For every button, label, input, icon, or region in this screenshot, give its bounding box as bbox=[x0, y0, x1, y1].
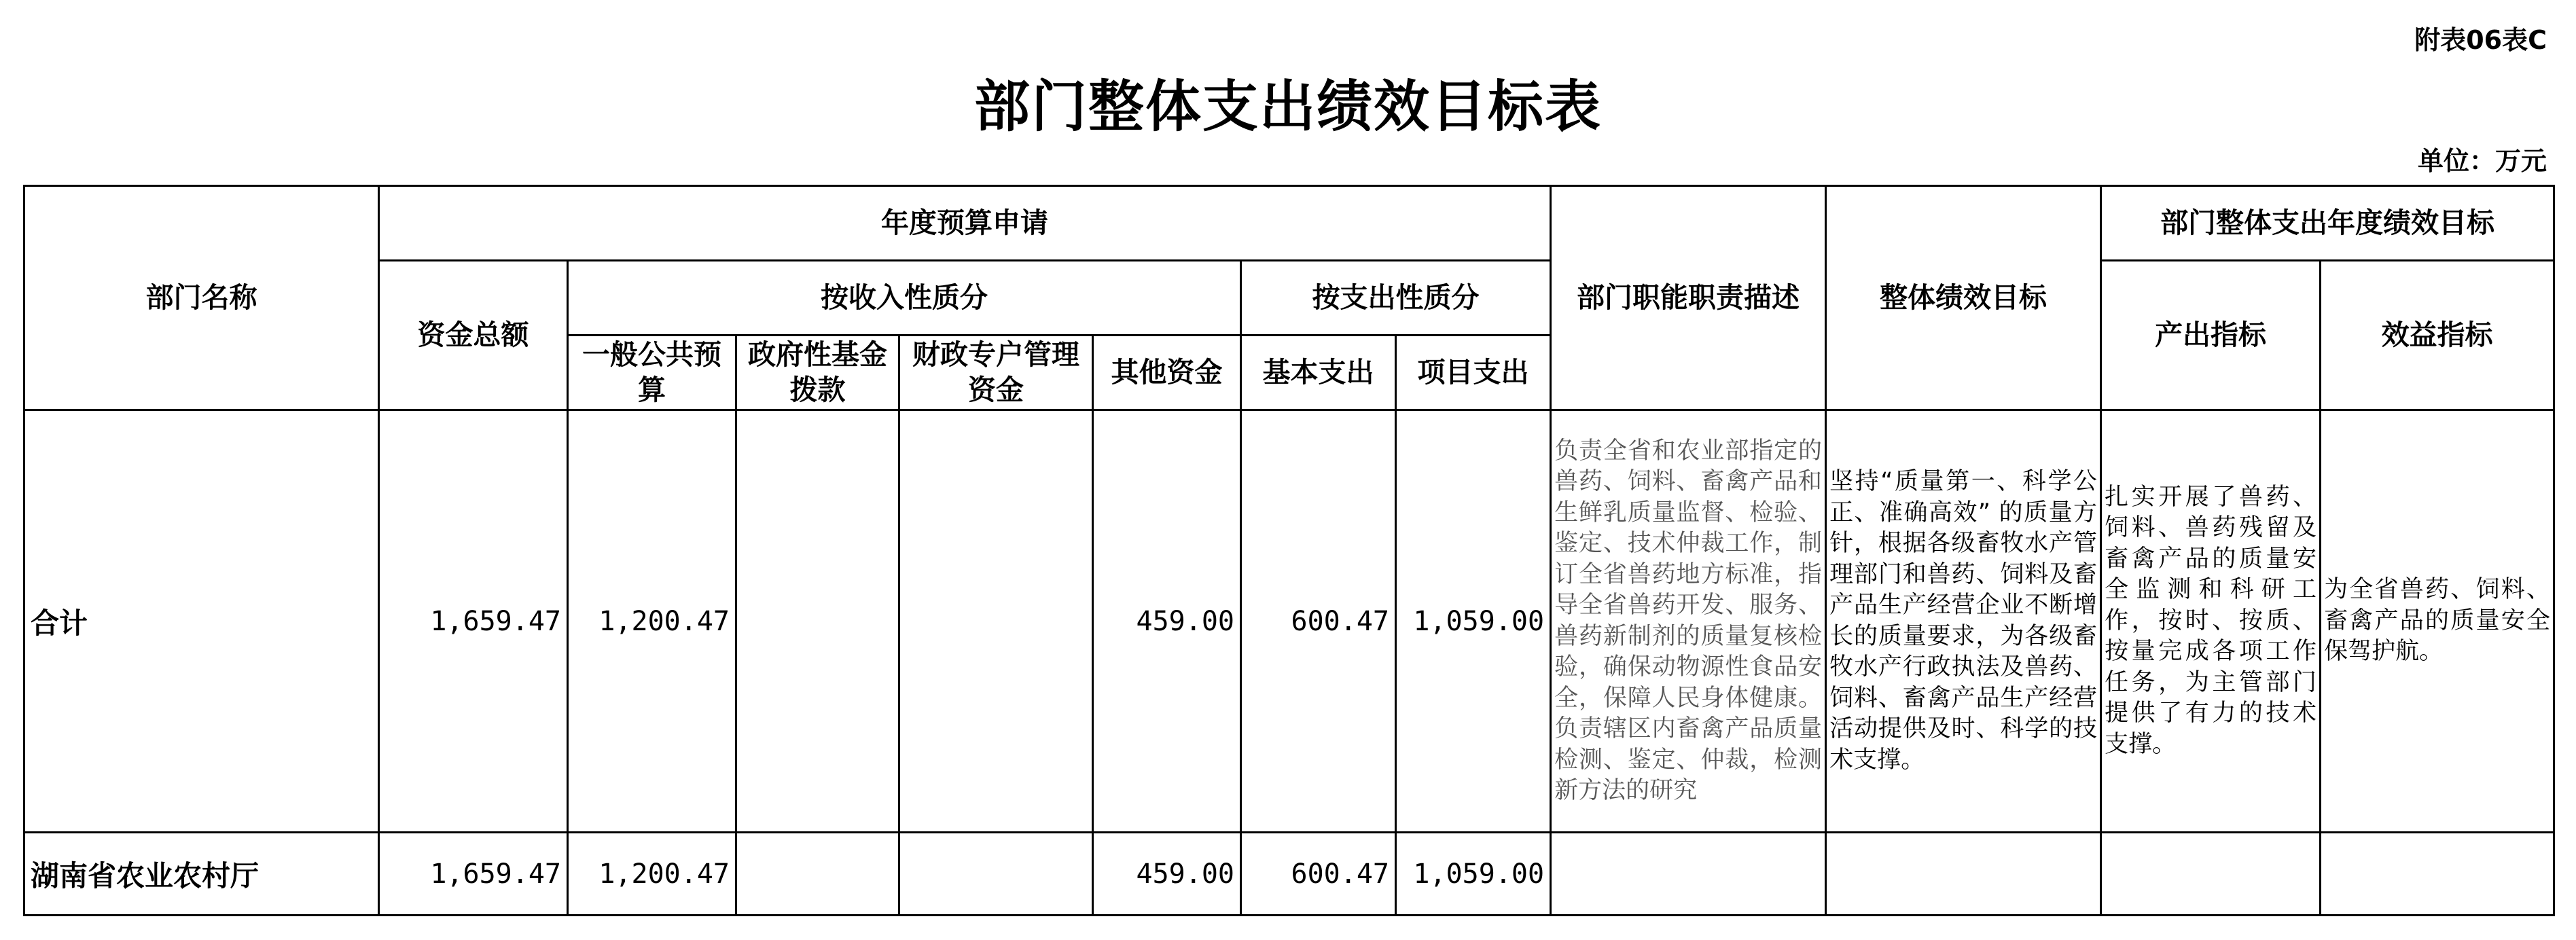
cell-special-account-funds bbox=[899, 410, 1093, 833]
cell-overall-goal bbox=[1826, 833, 2101, 916]
header-basic-expense: 基本支出 bbox=[1241, 336, 1396, 410]
cell-overall-goal: 坚持“质量第一、科学公正、准确高效” 的质量方针，根据各级畜牧水产管理部门和兽药、饲料及畜产品生产经营企业不断增长的质量要求，为各级畜牧水产行政执法及兽药、饲料、畜禽产品生产经营活动提供及时、科学的技术支撑。 bbox=[1826, 410, 2101, 833]
cell-benefit-indicator bbox=[2321, 833, 2554, 916]
table-row-department bbox=[24, 833, 2554, 916]
header-total-funds: 资金总额 bbox=[379, 261, 568, 410]
header-general-public-budget: 一般公共预算 bbox=[568, 336, 736, 410]
row-name: 合计 bbox=[24, 410, 379, 833]
header-dept-name: 部门名称 bbox=[24, 186, 379, 410]
header-dept-duty-desc: 部门职能职责描述 bbox=[1551, 186, 1826, 410]
header-gov-fund-allocation: 政府性基金拨款 bbox=[736, 336, 899, 410]
cell-project-expense: 1,059.00 bbox=[1396, 410, 1551, 833]
cell-other-funds: 459.00 bbox=[1093, 833, 1241, 916]
cell-special-account-funds bbox=[899, 833, 1093, 916]
header-annual-goal: 部门整体支出年度绩效目标 bbox=[2101, 186, 2554, 261]
cell-other-funds: 459.00 bbox=[1093, 410, 1241, 833]
unit-label: 单位：万元 bbox=[2417, 146, 2547, 176]
header-project-expense: 项目支出 bbox=[1396, 336, 1551, 410]
cell-total-funds: 1,659.47 bbox=[379, 833, 568, 916]
cell-project-expense: 1,059.00 bbox=[1396, 833, 1551, 916]
header-by-expense: 按支出性质分 bbox=[1241, 261, 1551, 336]
cell-output-indicator bbox=[2101, 833, 2321, 916]
row-name: 湖南省农业农村厅 bbox=[24, 833, 379, 916]
cell-gov-fund-allocation bbox=[736, 410, 899, 833]
cell-benefit-indicator: 为全省兽药、饲料、畜禽产品的质量安全保驾护航。 bbox=[2321, 410, 2554, 833]
cell-output-indicator: 扎实开展了兽药、饲料、兽药残留及畜禽产品的质量安全监测和科研工作，按时、按质、按量完成各项工作任务，为主管部门提供了有力的技术支撑。 bbox=[2101, 410, 2321, 833]
header-row-2 bbox=[24, 261, 2554, 336]
table-row-total bbox=[24, 410, 2554, 833]
cell-gov-fund-allocation bbox=[736, 833, 899, 916]
header-output-indicator: 产出指标 bbox=[2101, 261, 2321, 410]
header-annual-budget: 年度预算申请 bbox=[379, 186, 1551, 261]
performance-table bbox=[23, 185, 2555, 916]
cell-basic-expense: 600.47 bbox=[1241, 833, 1396, 916]
cell-total-funds: 1,659.47 bbox=[379, 410, 568, 833]
header-benefit-indicator: 效益指标 bbox=[2321, 261, 2554, 410]
cell-dept-duty-desc: 负责全省和农业部指定的兽药、饲料、畜禽产品和生鲜乳质量监督、检验、鉴定、技术仲裁工作，制订全省兽药地方标准，指导全省兽药开发、服务、兽药新制剂的质量复核检验，确保动物源性食品安全，保障人民身体健康。负责辖区内畜禽产品质量检测、鉴定、仲裁，检测新方法的研究 bbox=[1551, 410, 1826, 833]
header-by-income: 按收入性质分 bbox=[568, 261, 1241, 336]
header-other-funds: 其他资金 bbox=[1093, 336, 1241, 410]
cell-dept-duty-desc bbox=[1551, 833, 1826, 916]
cell-general-public-budget: 1,200.47 bbox=[568, 833, 736, 916]
cell-basic-expense: 600.47 bbox=[1241, 410, 1396, 833]
attachment-label: 附表06表C bbox=[2414, 25, 2547, 55]
header-special-account-funds: 财政专户管理资金 bbox=[899, 336, 1093, 410]
header-row-1 bbox=[24, 186, 2554, 261]
header-overall-goal: 整体绩效目标 bbox=[1826, 186, 2101, 410]
page-title: 部门整体支出绩效目标表 bbox=[973, 74, 1602, 139]
cell-general-public-budget: 1,200.47 bbox=[568, 410, 736, 833]
